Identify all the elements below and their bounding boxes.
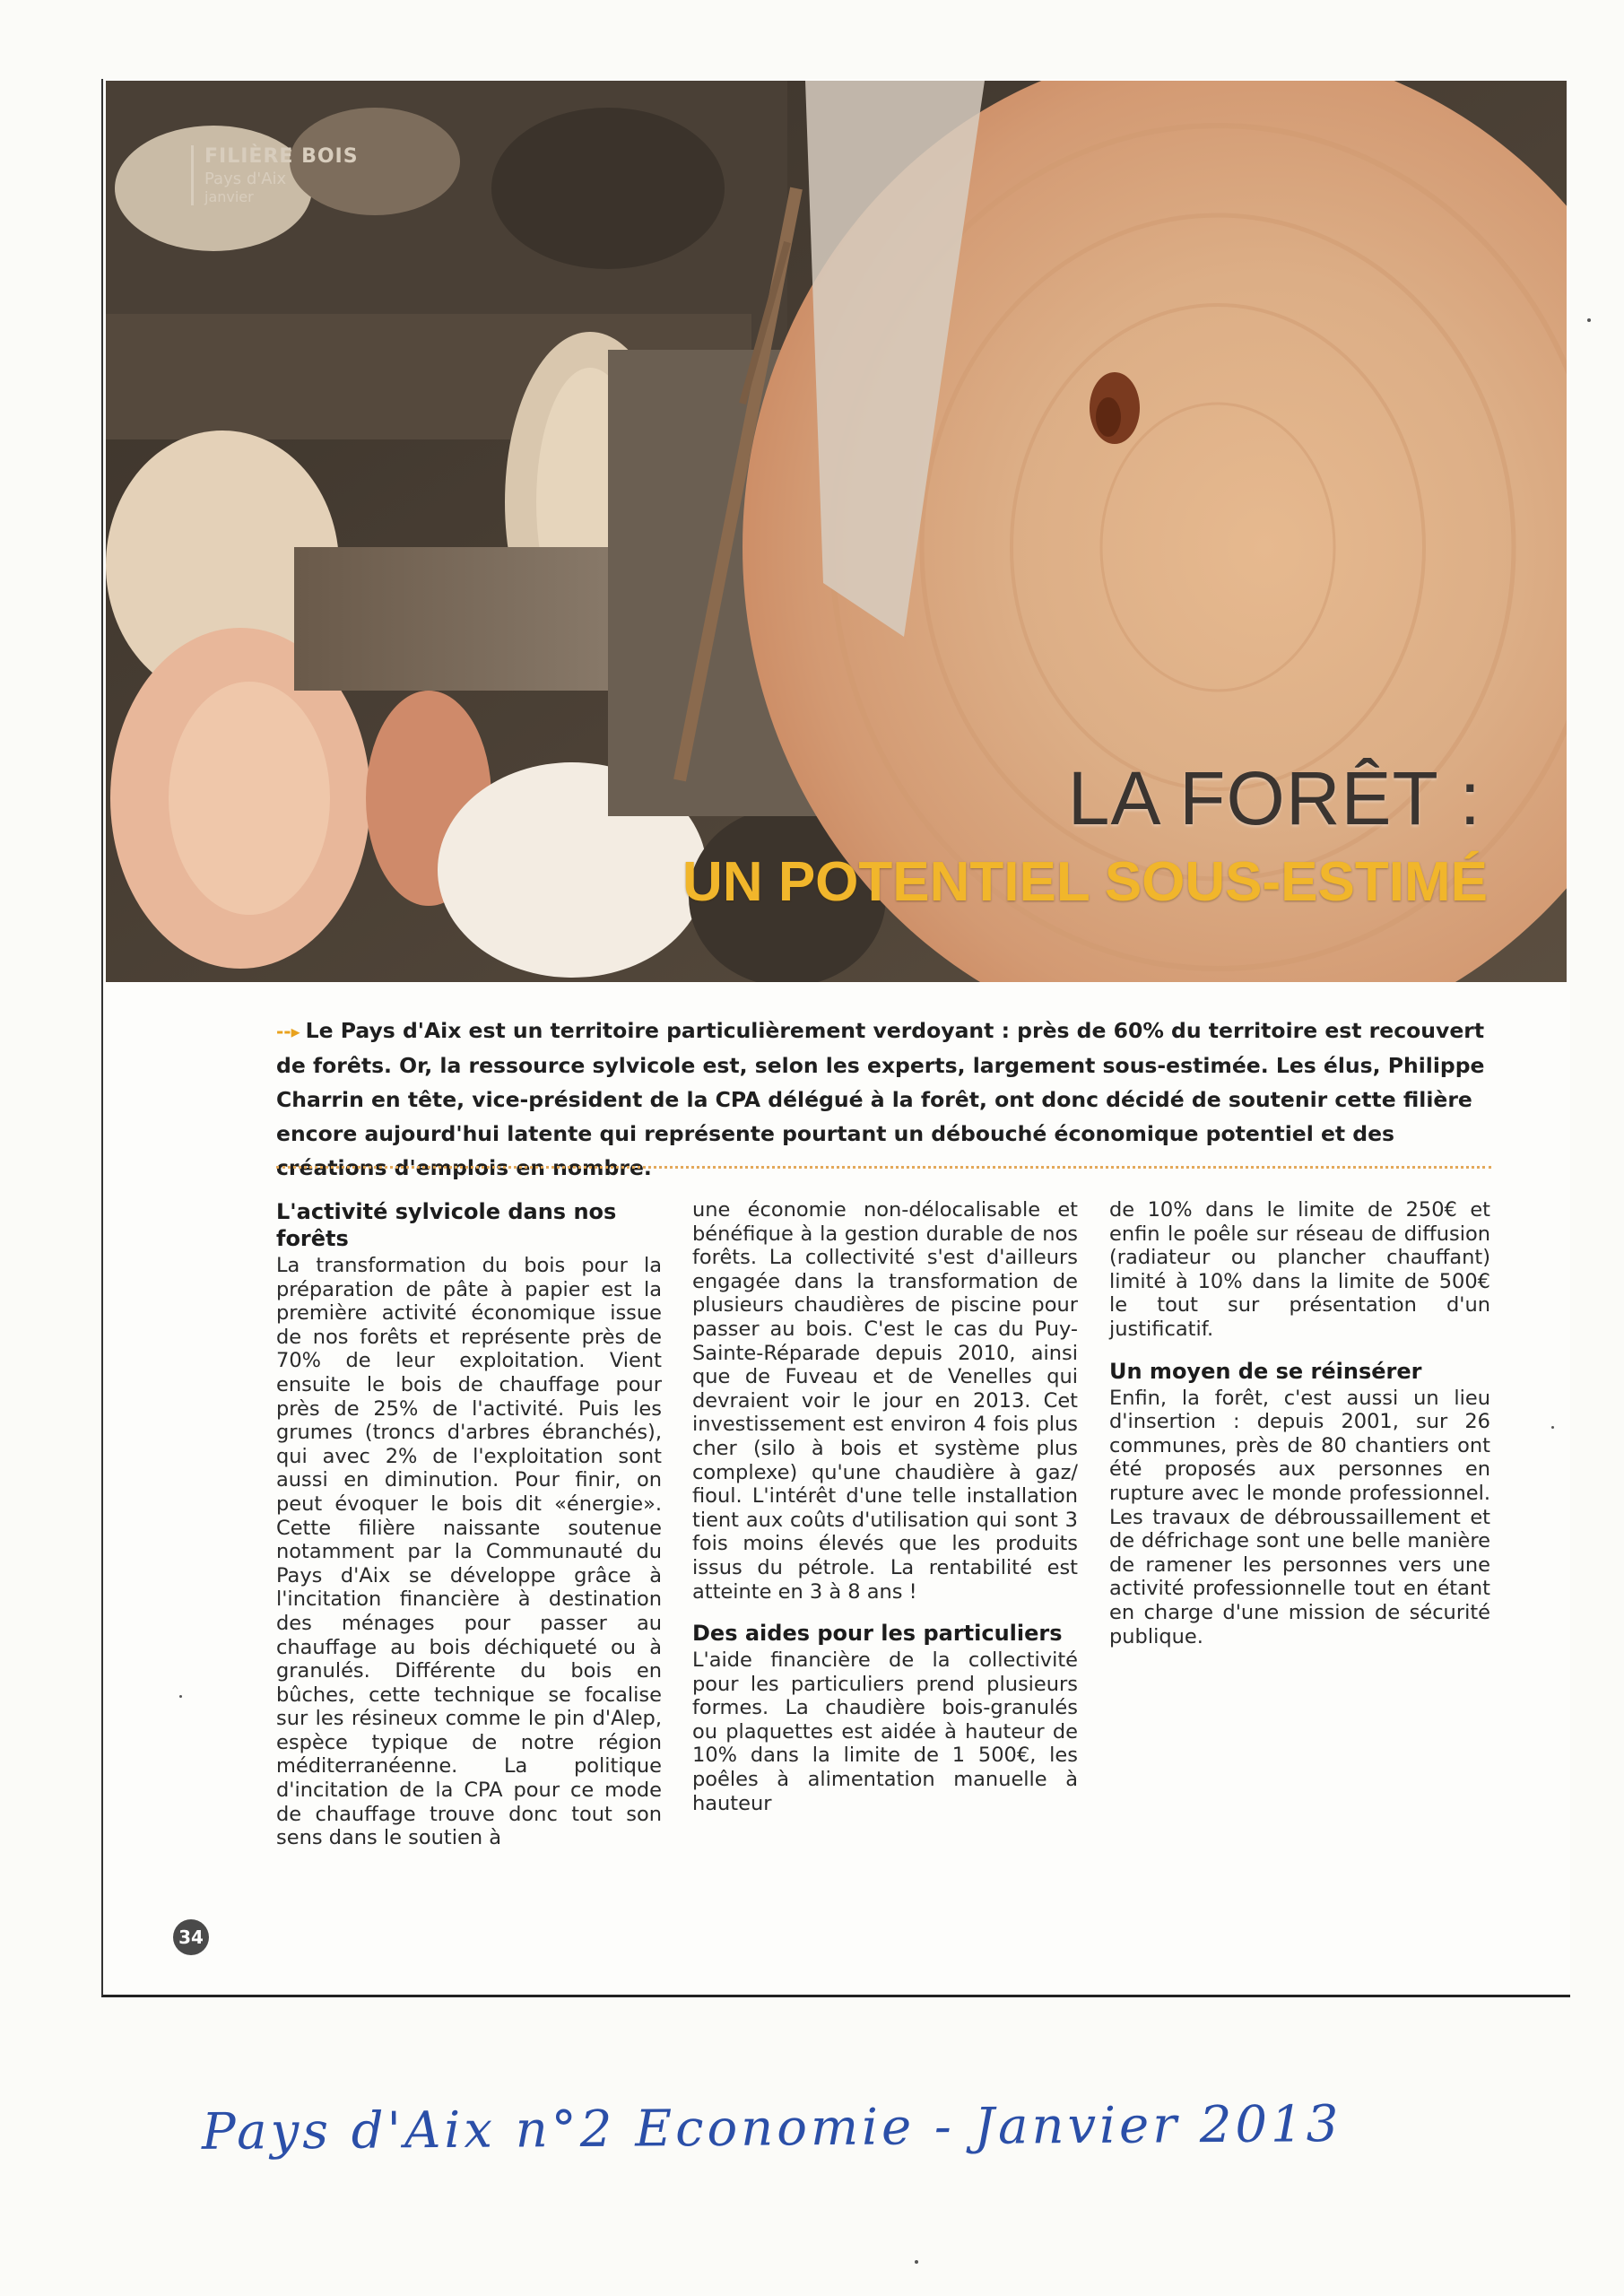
hero-photo-logs bbox=[106, 81, 1567, 982]
scan-speck bbox=[915, 2260, 918, 2264]
article-subtitle: UN POTENTIEL SOUS-ESTIMÉ bbox=[682, 851, 1488, 913]
heading-aides-particuliers: Des aides pour les particuliers bbox=[692, 1621, 1063, 1647]
article-column-1 bbox=[276, 1198, 662, 1850]
heading-activite-sylvicole: L'activité sylvicole dans nos forêts bbox=[276, 1199, 617, 1251]
paragraph-economie: une économie non-délocalisable et bénéfique à la gestion durable de nos forêts. La collectivité s'est d'ailleurs engagée dans la transformation de plusieurs chaudières de piscine pour passer au bois. C'est le cas du Puy-Sainte-Réparade depuis 2010, ainsi que de Fuveau et de Venelles qui devraient voir le jour en 2013. Cet investissement est environ 4 fois plus cher (silo à bois et système plus complexe) qu'une chaudière à gaz/ fioul. L'intérêt d'une telle installation tient aux coûts d'utilisation qui sont 3 fois moins élevés que les produits issus du pétrole. La rentabilité est atteinte en 3 à 8 ans ! bbox=[692, 1198, 1078, 1604]
paragraph-activite: La transformation du bois pour la préparation de pâte à papier est la première activité économique issue de nos forêts et représente près de 70% de leur exploitation. Vient ensuite le bois de chauffage pour près de 25% de l'activité. Puis les grumes (troncs d'arbres ébranchés), qui avec 2% de l'exploitation sont aussi en diminution. Pour finir, on peut évoquer le bois dit «énergie». Cette filière naissante soutenue notamment par la Communauté du Pays d'Aix se développe grâce à l'incitation financière à destination des ménages pour passer au chauffage au bois déchiqueté ou à granulés. Différente du bois en bûches, cette technique se focalise sur les résineux comme le pin d'Alep, espèce typique de notre région méditerranéenne. La politique d'incitation de la CPA pour ce mode de chauffage trouve donc tout son sens dans le soutien à bbox=[276, 1254, 662, 1850]
scan-speck bbox=[1587, 318, 1591, 322]
section-title: FILIÈRE BOIS bbox=[204, 145, 359, 168]
paragraph-insertion: Enfin, la forêt, c'est aussi un lieu d'insertion : depuis 2001, sur 26 communes, près de 80 chantiers ont été proposés aux personnes en rupture avec le monde professionnel. Les travaux de débroussaillement et de défrichage sont une belle manière de ramener les personnes vers une activité professionnelle tout en étant en charge d'une mission de sécurité publique. bbox=[1109, 1386, 1490, 1648]
lead-text: Le Pays d'Aix est un territoire particulièrement verdoyant : près de 60% du territoire est recouvert de forêts. Or, la ressource sylvicole est, selon les experts, largement sous-estimée. Les élus, Philippe Charrin en tête, vice-président de la CPA délégué à la forêt, ont donc décidé de soutenir cette filière encore aujourd'hui latente qui représente pourtant un débouché économique potentiel et des créations d'emplois en nombre. bbox=[276, 1018, 1485, 1180]
log-pile-illustration bbox=[106, 81, 1567, 982]
article-column-2 bbox=[692, 1198, 1078, 1815]
section-extra: janvier bbox=[204, 188, 254, 205]
arrow-icon: --▸ bbox=[276, 1021, 300, 1042]
heading-reinserer: Un moyen de se réinsérer bbox=[1109, 1358, 1422, 1384]
section-tag bbox=[191, 145, 359, 205]
page-number-badge: 34 bbox=[173, 1919, 209, 1955]
scan-speck bbox=[179, 1695, 182, 1698]
section-subtitle: Pays d'Aix bbox=[204, 170, 287, 188]
handwritten-note: Pays d'Aix n°2 Economie - Janvier 2013 bbox=[201, 2095, 1342, 2161]
dotted-divider bbox=[276, 1166, 1491, 1169]
article-title: LA FORÊT : bbox=[1067, 756, 1481, 840]
paragraph-aides: L'aide financière de la collectivité pour les particuliers prend plusieurs formes. La chaudière bois-granulés ou plaquettes est aidée à hauteur de 10% dans la limite de 1 500€, les poêles à alimentation manuelle à hauteur bbox=[692, 1648, 1078, 1815]
paragraph-limites: de 10% dans le limite de 250€ et enfin le poêle sur réseau de diffusion (radiateur ou plancher chauffant) limité à 10% dans la limite de 500€ le tout sur présentation d'un justificatif. bbox=[1109, 1198, 1490, 1341]
scan-speck bbox=[1551, 1426, 1554, 1429]
lead-paragraph bbox=[276, 1013, 1491, 1185]
article-column-3 bbox=[1109, 1198, 1490, 1648]
